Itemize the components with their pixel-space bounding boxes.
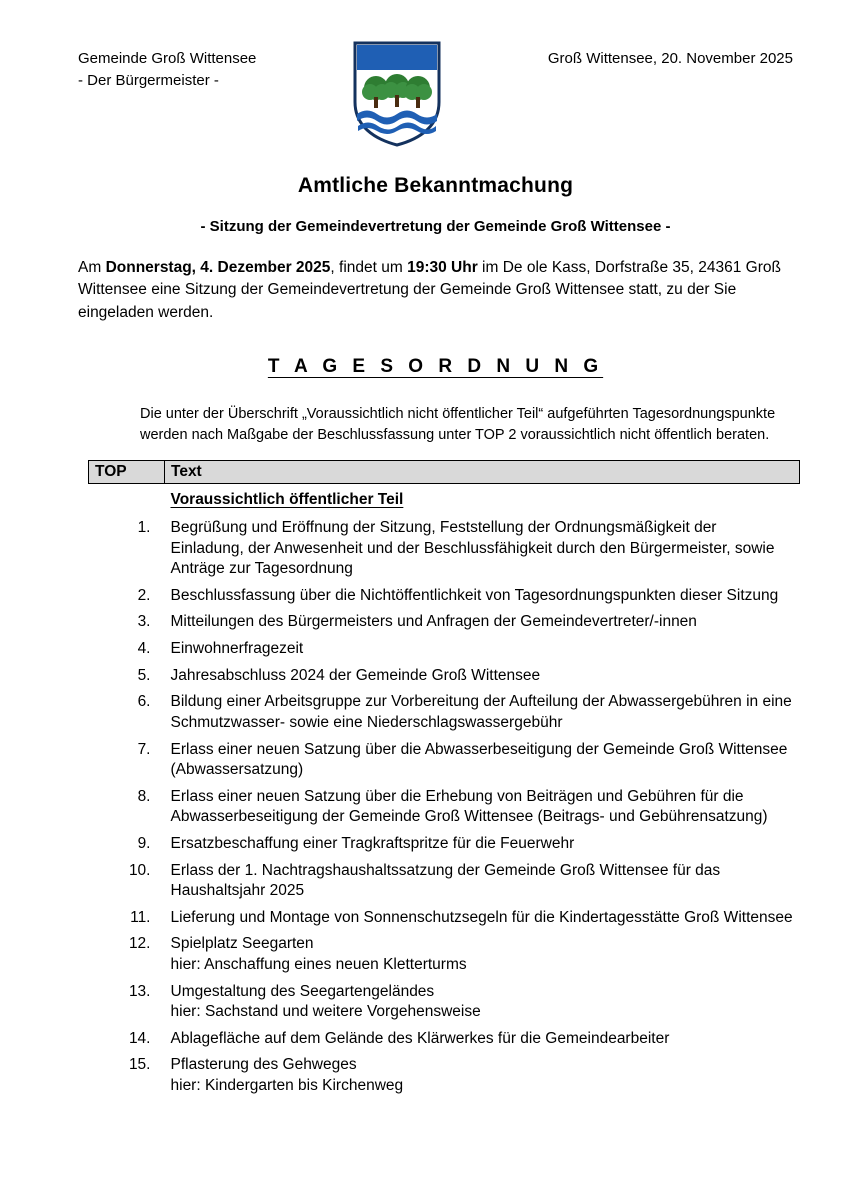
table-row [89, 979, 800, 1026]
row-top-number: 14. [128, 1029, 151, 1047]
place-and-date: Groß Wittensee, 20. November 2025 [547, 50, 793, 67]
row-top-number: 6. [137, 693, 151, 711]
row-top-number: 2. [137, 586, 151, 604]
row-text: Spielplatz Seegarten [170, 935, 314, 953]
table-row [89, 858, 800, 905]
header-left-block [78, 40, 256, 92]
row-text: Einwohnerfragezeit [170, 640, 304, 658]
agenda-table [88, 460, 800, 1099]
table-row [89, 737, 800, 784]
row-text: Lieferung und Montage von Sonnenschutzsegeln für die Kindertagesstätte Groß Wittensee [170, 908, 793, 926]
row-text: Ersatzbeschaffung einer Tragkraftspritze für die Feuerwehr [170, 834, 575, 852]
column-header-top: TOP [89, 461, 165, 484]
table-row [89, 515, 800, 583]
row-top-number: 7. [137, 740, 151, 758]
section-label-public: Voraussichtlich öffentlicher Teil [170, 491, 404, 509]
municipality-name: Gemeinde Groß Wittensee [78, 50, 257, 67]
row-text: Ablagefläche auf dem Gelände des Klärwerkes für die Gemeindearbeiter [170, 1029, 670, 1047]
row-top-number: 11. [130, 908, 151, 926]
office-title: - Der Bürgermeister - [78, 71, 219, 89]
row-text: Umgestaltung des Seegartengeländes [170, 982, 435, 1000]
table-row [89, 905, 800, 932]
document-title: Amtliche Bekanntmachung [297, 174, 574, 197]
row-top-number: 12. [128, 935, 151, 953]
table-header-row [89, 461, 800, 484]
table-row-section [89, 484, 800, 515]
document-subtitle: - Sitzung der Gemeindevertretung der Gemeinde Groß Wittensee - [200, 218, 671, 235]
table-row [89, 1052, 800, 1099]
column-header-text: Text [165, 461, 800, 484]
row-top-number: 9. [137, 834, 151, 852]
row-subtext: hier: Sachstand und weitere Vorgehensweise [170, 1003, 481, 1021]
row-top-number: 13. [128, 982, 151, 1000]
row-subtext: hier: Anschaffung eines neuen Kletterturms [170, 956, 467, 974]
agenda-note: Die unter der Überschrift „Voraussichtlich nicht öffentlicher Teil“ aufgeführten Tagesordnungspunkte werden nach Maßgabe der Beschlussfassung unter TOP 2 voraussichtlich nicht öffentlich beraten. [140, 406, 776, 444]
row-text: Erlass einer neuen Satzung über die Erhebung von Beiträgen und Gebühren für die Abwasserbeseitigung der Gemeinde Groß Wittensee (Beitrags- und Gebührensatzung) [170, 787, 768, 826]
table-row [89, 784, 800, 831]
table-row [89, 1026, 800, 1053]
coat-of-arms-icon [352, 40, 442, 148]
table-row [89, 609, 800, 636]
row-top-number: 1. [137, 519, 151, 537]
table-row [89, 636, 800, 663]
meeting-date: Donnerstag, 4. Dezember 2025 [105, 259, 331, 276]
intro-paragraph [78, 257, 793, 324]
agenda-heading: T A G E S O R D N U N G [267, 356, 604, 378]
intro-part-3: im De ole Kass, Dorfstraße 35, 24361 Groß Wittensee eine Sitzung der Gemeindevertretung der Gemeinde Groß Wittensee statt, zu der Sie eingeladen werden. [78, 259, 781, 321]
row-top-number: 4. [137, 640, 151, 658]
row-text: Erlass einer neuen Satzung über die Abwasserbeseitigung der Gemeinde Groß Wittensee (Abwassersatzung) [170, 740, 788, 779]
row-top-number: 15. [128, 1056, 151, 1074]
header-right-block [548, 40, 793, 70]
meeting-time: 19:30 Uhr [407, 259, 478, 276]
row-text: Mitteilungen des Bürgermeisters und Anfragen der Gemeindevertreter/-innen [170, 613, 697, 631]
intro-part-1: Am [78, 259, 106, 276]
document-header [78, 40, 793, 150]
table-row [89, 689, 800, 736]
table-row [89, 583, 800, 610]
row-top-number: 10. [128, 861, 151, 879]
table-row [89, 831, 800, 858]
intro-part-2: , findet um [330, 259, 408, 276]
row-subtext: hier: Kindergarten bis Kirchenweg [170, 1077, 404, 1095]
row-text: Beschlussfassung über die Nichtöffentlichkeit von Tagesordnungspunkten dieser Sitzung [170, 586, 779, 604]
row-text: Jahresabschluss 2024 der Gemeinde Groß Wittensee [170, 666, 541, 684]
row-text: Erlass der 1. Nachtragshaushaltssatzung der Gemeinde Groß Wittensee für das Haushaltsjahr 2025 [170, 861, 721, 900]
table-row [89, 931, 800, 978]
row-top-number: 8. [137, 787, 151, 805]
row-top-number: 5. [137, 666, 151, 684]
row-text: Pflasterung des Gehweges [170, 1056, 357, 1074]
row-top-number: 3. [137, 613, 151, 631]
row-text: Begrüßung und Eröffnung der Sitzung, Feststellung der Ordnungsmäßigkeit der Einladung, der Anwesenheit und der Beschlussfähigkeit durch den Bürgermeister, sowie Anträge zur Tagesordnung [170, 519, 775, 578]
table-row [89, 663, 800, 690]
agenda-table-body [89, 484, 800, 1100]
row-text: Bildung einer Arbeitsgruppe zur Vorbereitung der Aufteilung der Abwassergebühren in eine Schmutzwasser- sowie eine Niederschlagswassergebühr [170, 693, 792, 731]
